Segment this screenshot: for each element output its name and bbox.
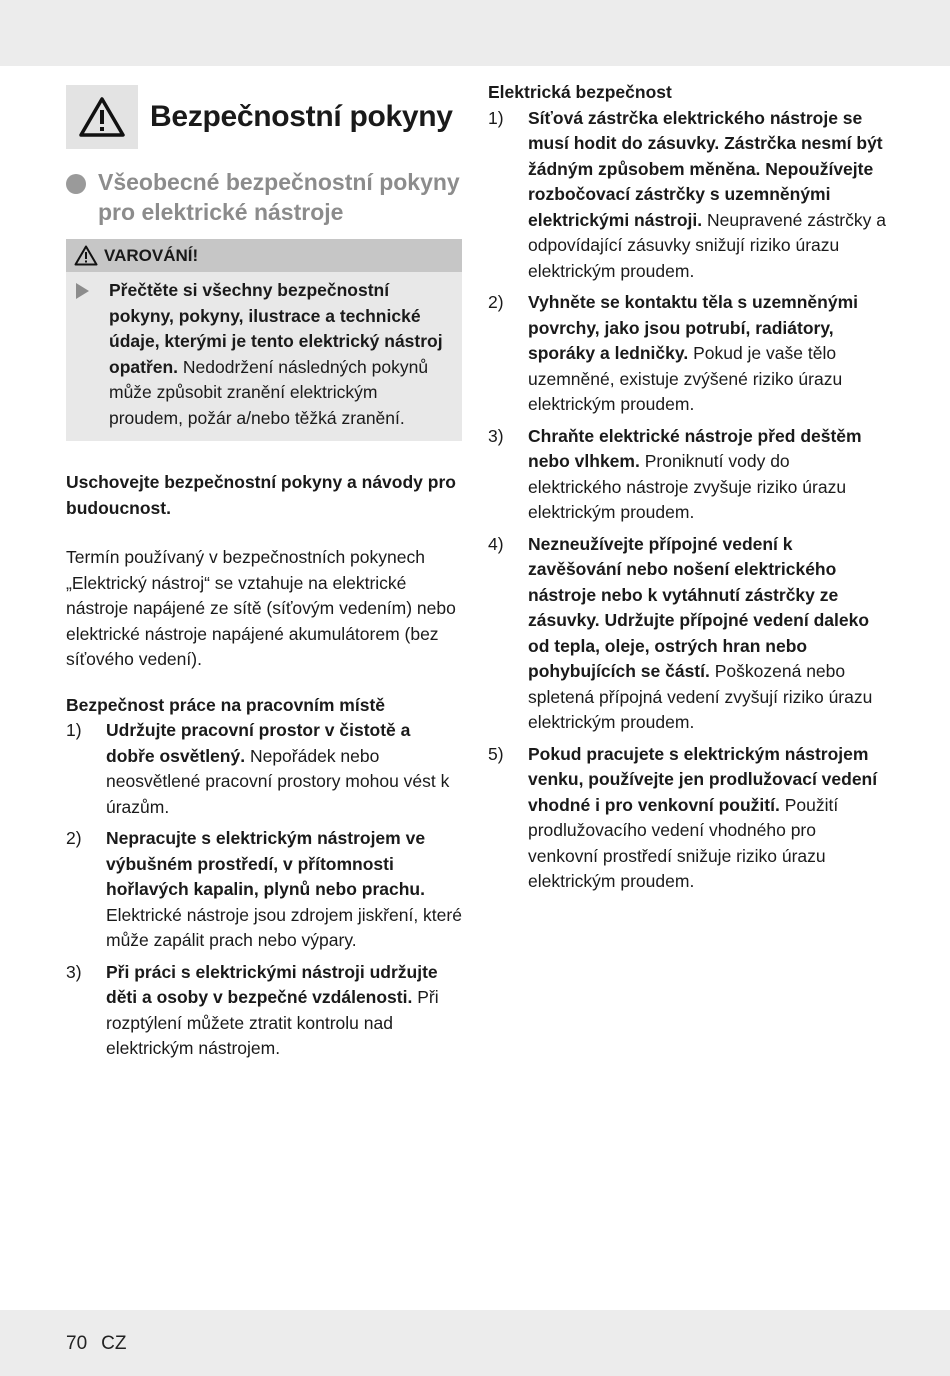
item-number: 4) xyxy=(488,533,504,554)
item-bold: Udržujte pracovní prostor v čistotě a dobře osvětlený. xyxy=(106,720,411,766)
list-item xyxy=(488,290,886,418)
list-item xyxy=(66,718,462,820)
play-arrow-icon xyxy=(76,283,89,299)
list-item xyxy=(488,424,886,526)
item-content xyxy=(528,290,886,418)
right-column xyxy=(488,80,886,901)
section-subhead xyxy=(66,167,462,227)
item-bold: Při práci s elektrickými nástroji udržujte děti a osoby v bezpečné vzdálenosti. xyxy=(106,961,438,1007)
item-text: Nepořádek nebo neosvětlené pracovní prostory mohou vést k úrazům. xyxy=(106,745,450,817)
item-number: 1) xyxy=(488,107,504,128)
page-number: 70 xyxy=(66,1333,88,1354)
subhead-text: Všeobecné bezpečnostní pokyny pro elektrické nástroje xyxy=(98,169,460,225)
warning-content xyxy=(109,278,452,431)
item-bold: Vyhněte se kontaktu těla s uzemněnými povrchy, jako jsou potrubí, radiátory, sporáky a ledničky. xyxy=(528,292,859,363)
list-item xyxy=(488,106,886,285)
warning-triangle-icon xyxy=(66,85,138,149)
language-code: CZ xyxy=(101,1333,127,1354)
item-text: Použití prodlužovacího vedení vhodného pro venkovní prostředí snižuje riziko úrazu elektrickým proudem. xyxy=(528,794,839,891)
item-text: Pokud je vaše tělo uzemněné, existuje zvýšené riziko úrazu elektrickým proudem. xyxy=(528,343,843,414)
warning-text: Nedodržení následných pokynů může způsobit zranění elektrickým proudem, požár a/nebo těžká zranění. xyxy=(109,356,429,428)
term-paragraph: Termín používaný v bezpečnostních pokynech „Elektrický nástroj“ se vztahuje na elektrické nástroje napájené ze sítě (síťovým vedením) nebo elektrické nástroje napájené akumulátorem (bez síťového vedení). xyxy=(66,547,456,669)
item-text: Neupravené zástrčky a odpovídající zásuvky snižují riziko úrazu elektrickým proudem. xyxy=(528,209,886,281)
page-footer xyxy=(66,1333,140,1355)
warning-label: VAROVÁNÍ! xyxy=(104,245,199,265)
top-band xyxy=(0,0,950,66)
item-text: Elektrické nástroje jsou zdrojem jiskření, které může zapálit prach nebo výpary. xyxy=(106,904,462,950)
item-bold: Pokud pracujete s elektrickým nástrojem venku, používejte jen prodlužovací vedení vhodné i pro venkovní použití. xyxy=(528,743,878,815)
electrical-list xyxy=(488,106,886,895)
page-title: Bezpečnostní pokyny xyxy=(150,100,453,133)
item-text: Při rozptýlení můžete ztratit kontrolu nad elektrickým nástrojem. xyxy=(106,987,439,1058)
item-number: 1) xyxy=(66,720,82,740)
item-content xyxy=(528,532,886,736)
keep-notice: Uschovejte bezpečnostní pokyny a návody pro budoucnost. xyxy=(66,472,456,518)
item-bold: Síťová zástrčka elektrického nástroje se musí hodit do zásuvky. Zástrčka nesmí být žádným způsobem měněna. Nepoužívejte rozbočovací zástrčky s uzemněnými elektrickými nástroji. xyxy=(528,107,883,230)
item-content xyxy=(528,742,886,895)
item-bold: Chraňte elektrické nástroje před deštěm nebo vlhkem. xyxy=(528,425,862,471)
item-number: 2) xyxy=(66,828,82,848)
item-text: Proniknutí vody do elektrického nástroje zvyšuje riziko úrazu elektrickým proudem. xyxy=(528,451,847,522)
circle-bullet-icon xyxy=(66,174,86,194)
warning-header xyxy=(66,239,462,272)
item-text: Poškozená nebo spletená přípojná vedení zvyšují riziko úrazu elektrickým proudem. xyxy=(528,661,873,732)
warning-triangle-icon xyxy=(74,245,98,266)
warning-body xyxy=(66,272,462,441)
warning-box xyxy=(66,239,462,441)
left-column xyxy=(66,85,462,1068)
list-item xyxy=(488,742,886,895)
workplace-heading: Bezpečnost práce na pracovním místě xyxy=(66,694,385,715)
item-content xyxy=(528,424,886,526)
list-item xyxy=(488,532,886,736)
item-bold: Nepracujte s elektrickým nástrojem ve výbušném prostředí, v přítomnosti hořlavých kapalin, plynů nebo prachu. xyxy=(106,828,426,899)
item-number: 3) xyxy=(488,425,504,446)
item-number: 3) xyxy=(66,961,82,982)
list-item xyxy=(66,826,462,954)
workplace-list xyxy=(66,718,462,1062)
item-content xyxy=(528,106,886,285)
warning-bold-text: Přečtěte si všechny bezpečnostní pokyny, pokyny, ilustrace a technické údaje, kterými je tento elektrický nástroj opatřen. xyxy=(109,280,443,377)
item-content xyxy=(106,718,462,820)
list-item xyxy=(66,960,462,1062)
footer-band xyxy=(0,1310,950,1376)
title-row xyxy=(66,85,462,149)
item-content xyxy=(106,826,462,954)
item-content xyxy=(106,960,462,1062)
electrical-heading: Elektrická bezpečnost xyxy=(488,82,672,102)
item-bold: Nezneužívejte přípojné vedení k zavěšování nebo nošení elektrického nástroje nebo k vytáhnutí zástrčky ze zásuvky. Udržujte přípojné vedení daleko od tepla, oleje, ostrých hran nebo pohybujících se částí. xyxy=(528,533,870,681)
item-number: 5) xyxy=(488,743,504,764)
item-number: 2) xyxy=(488,292,504,312)
